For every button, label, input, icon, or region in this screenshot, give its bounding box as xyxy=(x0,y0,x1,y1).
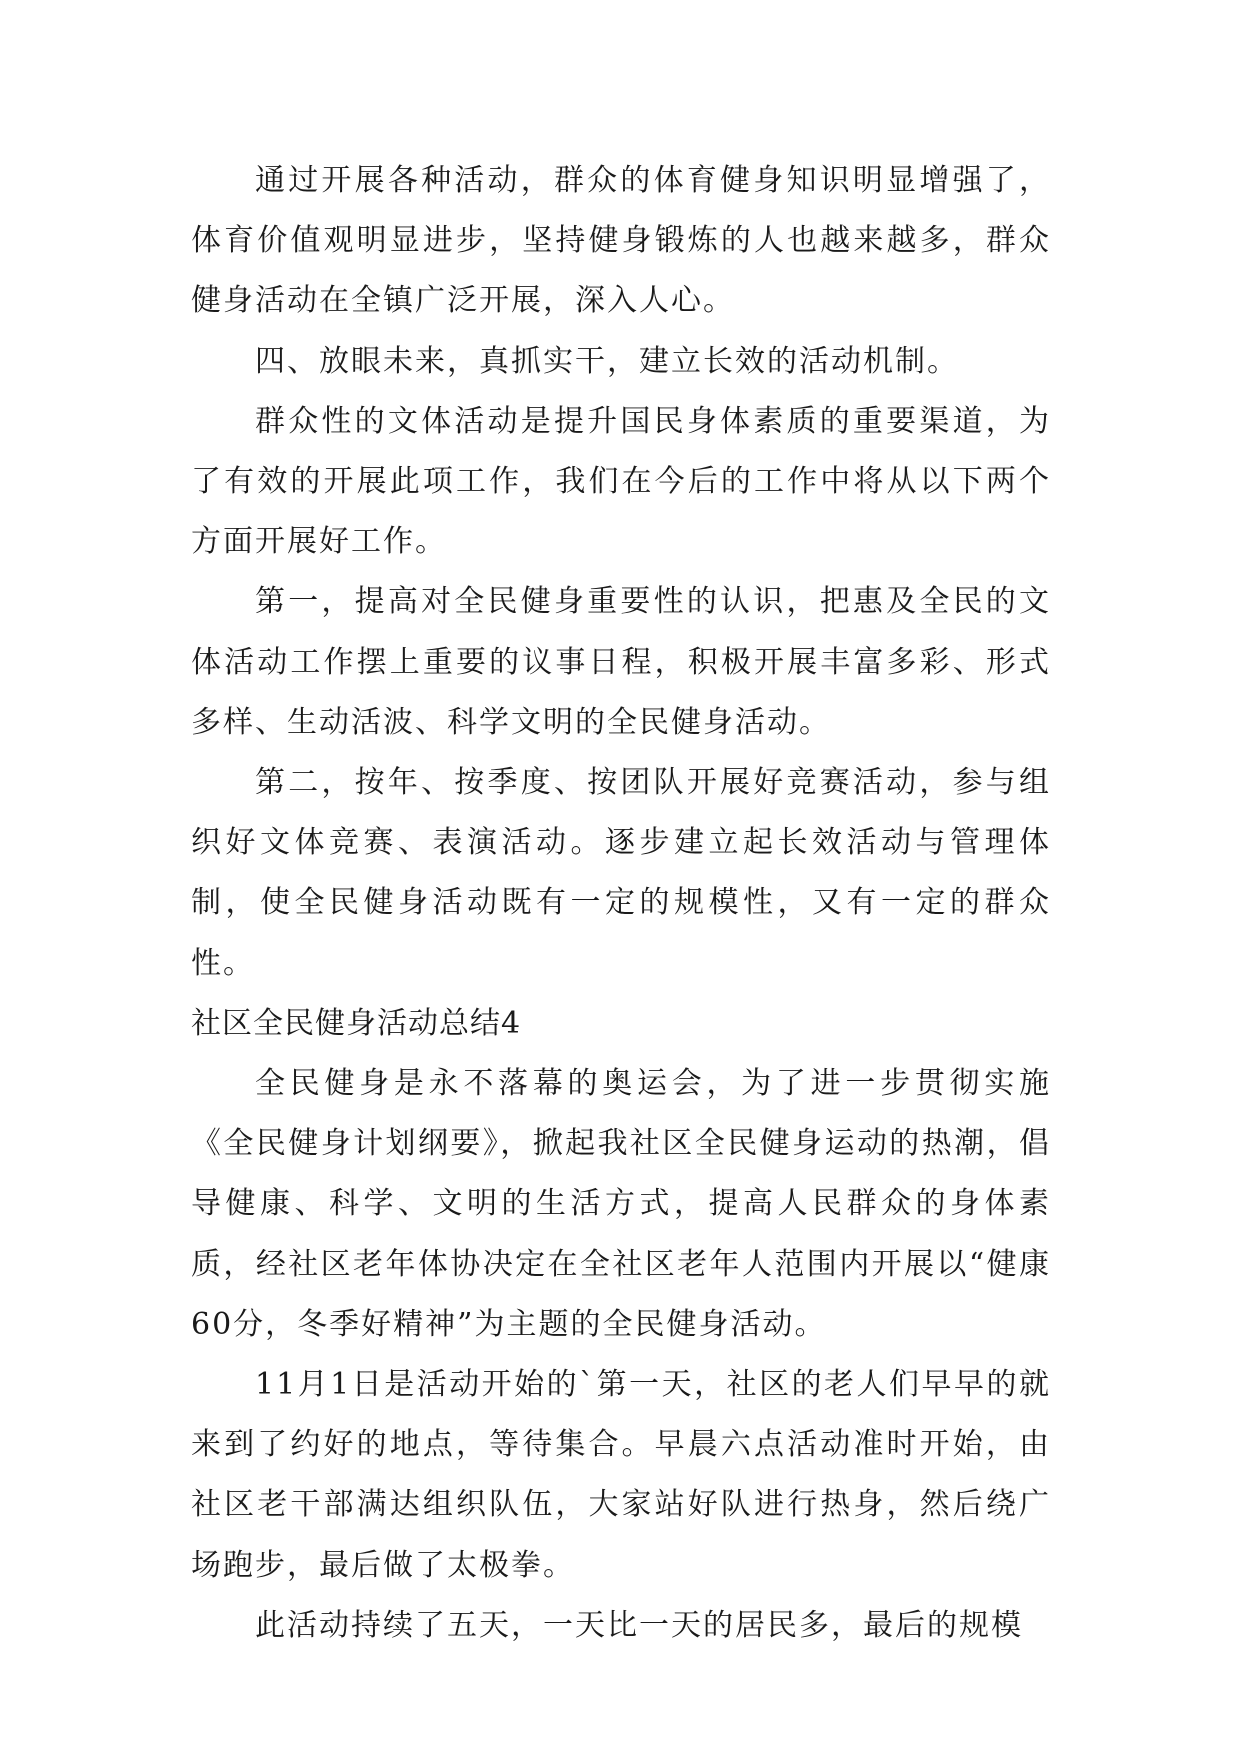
paragraph-five-days: 此活动持续了五天，一天比一天的居民多，最后的规模 xyxy=(255,1607,1023,1643)
paragraph-olympics-intro: 全民健身是永不落幕的奥运会，为了进一步贯彻实施《全民健身计划纲要》，掀起我社区全民健身运动的热潮，倡导健康、科学、文明的生活方式，提高人民群众的身体素质，经社区老年体协决定在全社区老年人范围内开展以“健康60分，冬季好精神”为主题的全民健身活动。 xyxy=(191,1066,1051,1342)
paragraph-mass-activities: 群众性的文体活动是提升国民身体素质的重要渠道，为了有效的开展此项工作，我们在今后的工作中将从以下两个方面开展好工作。 xyxy=(191,403,1051,560)
section-heading-four: 四、放眼未来，真抓实干，建立长效的活动机制。 xyxy=(255,343,959,379)
summary-title: 社区全民健身活动总结4 xyxy=(191,1005,522,1041)
paragraph-first-point: 第一，提高对全民健身重要性的认识，把惠及全民的文体活动工作摆上重要的议事日程，积极开展丰富多彩、形式多样、生动活波、科学文明的全民健身活动。 xyxy=(191,584,1051,740)
document-body xyxy=(191,151,1051,1656)
paragraph-second-point: 第二，按年、按季度、按团队开展好竞赛活动，参与组织好文体竞赛、表演活动。逐步建立起长效活动与管理体制，使全民健身活动既有一定的规模性，又有一定的群众性。 xyxy=(191,765,1051,981)
paragraph-fitness-knowledge: 通过开展各种活动，群众的体育健身知识明显增强了，体育价值观明显进步，坚持健身锻炼的人也越来越多，群众健身活动在全镇广泛开展，深入人心。 xyxy=(191,163,1051,319)
paragraph-first-day: 11月1日是活动开始的`第一天，社区的老人们早早的就来到了约好的地点，等待集合。早晨六点活动准时开始，由社区老干部满达组织队伍，大家站好队进行热身，然后绕广场跑步，最后做了太极拳。 xyxy=(191,1367,1051,1583)
